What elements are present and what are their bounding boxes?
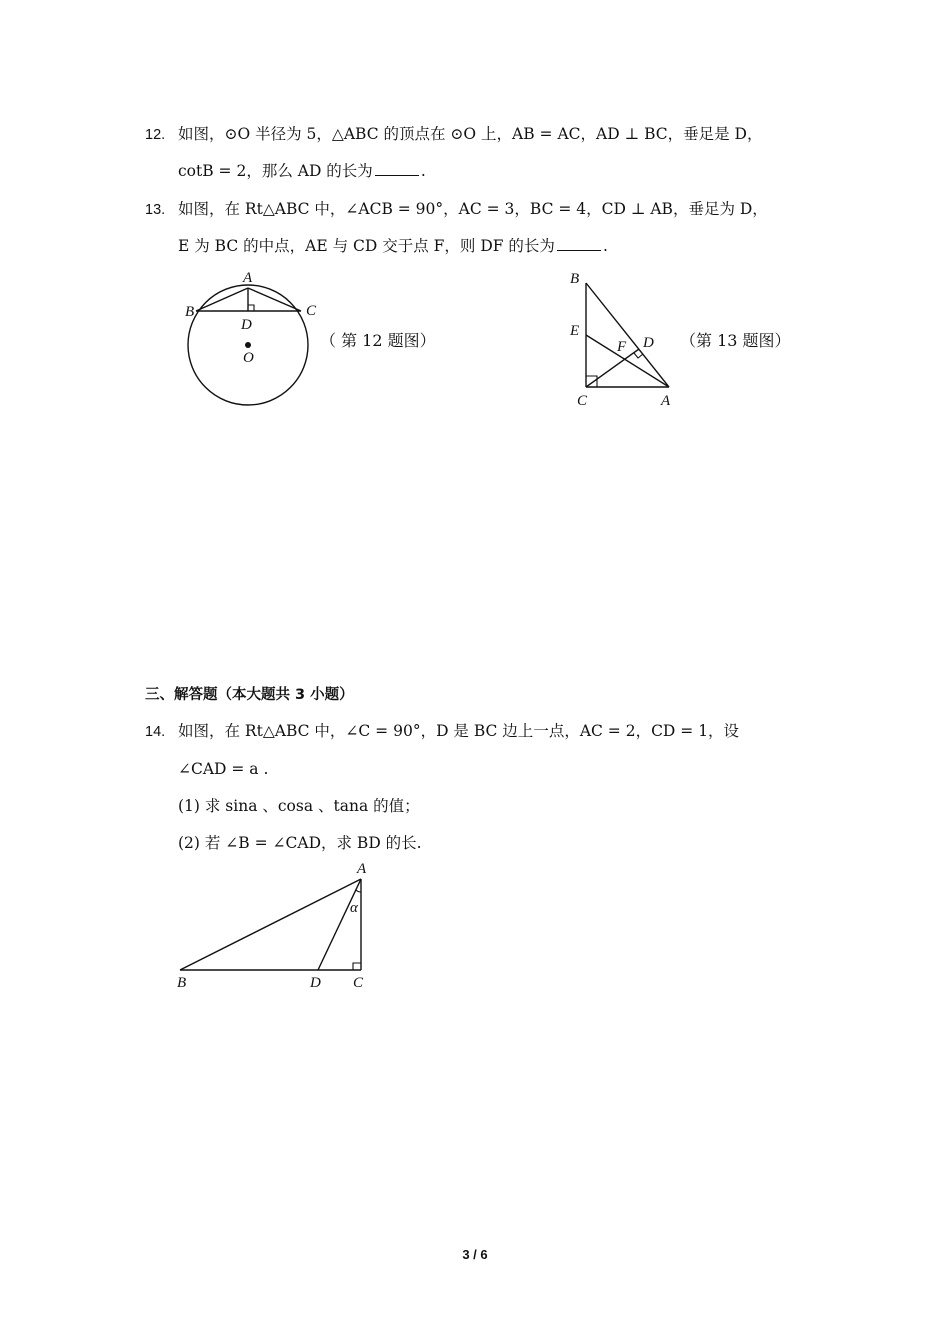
- question-13-line-1: 如图，在 Rt△ABC 中，∠ACB = 90°，AC = 3，BC = 4，CD ⊥ AB，垂足为 D，: [178, 200, 768, 218]
- question-13-line-2-text: E 为 BC 的中点，AE 与 CD 交于点 F，则 DF 的长为: [178, 237, 555, 255]
- label-b: B: [177, 975, 187, 991]
- label-c: C: [577, 393, 588, 409]
- label-c: C: [306, 303, 317, 319]
- segment-ad: [318, 879, 361, 970]
- figure-q13-caption: （第 13 题图）: [680, 331, 791, 350]
- question-12-line-2: [178, 161, 426, 181]
- segment-ab: [586, 283, 669, 387]
- right-angle-mark-c: [353, 963, 361, 970]
- label-o: O: [243, 350, 254, 366]
- label-f: F: [617, 339, 627, 355]
- center-point-o: [245, 342, 251, 348]
- label-alpha: α: [350, 900, 358, 916]
- figure-q12-caption: （ 第 12 题图）: [320, 331, 436, 350]
- question-12-number: 12.: [145, 127, 166, 143]
- answer-blank-12[interactable]: [375, 161, 419, 176]
- angle-arc-alpha: [356, 890, 361, 892]
- segment-cd: [586, 349, 639, 387]
- answer-blank-13[interactable]: [557, 236, 601, 251]
- question-14-part-2: (2) 若 ∠B = ∠CAD，求 BD 的长.: [178, 834, 422, 852]
- label-a: A: [661, 393, 671, 409]
- label-d: D: [310, 975, 321, 991]
- question-12-line-2-text: cotB = 2，那么 AD 的长为: [178, 162, 373, 180]
- question-13-line-2: [178, 236, 608, 256]
- question-13-line-2-end: .: [602, 237, 608, 255]
- right-angle-mark-d: [248, 305, 254, 311]
- question-12-line-2-end: .: [420, 162, 426, 180]
- question-12-line-1: 如图，⊙O 半径为 5，△ABC 的顶点在 ⊙O 上，AB = AC，AD ⊥ BC，垂足是 D，: [178, 125, 763, 143]
- question-14-part-1: (1) 求 sina 、cosa 、tana 的值；: [178, 797, 420, 815]
- label-a: A: [357, 861, 367, 877]
- figure-q12-circle: [180, 268, 330, 418]
- label-c: C: [353, 975, 364, 991]
- question-14-line-2: ∠CAD = a .: [178, 760, 269, 778]
- label-e: E: [570, 323, 580, 339]
- section-3-heading: 三、解答题（本大题共 3 小题）: [145, 687, 354, 703]
- segment-ae: [586, 335, 669, 387]
- label-a: A: [243, 270, 253, 286]
- figure-q14-triangle: [170, 860, 380, 990]
- question-13-number: 13.: [145, 202, 166, 218]
- page-number: 3 / 6: [462, 1247, 488, 1262]
- segment-ab: [180, 879, 361, 970]
- label-b: B: [185, 304, 195, 320]
- label-d: D: [643, 335, 654, 351]
- question-14-number: 14.: [145, 724, 166, 740]
- figure-q13-triangle: [565, 265, 685, 415]
- question-14-line-1: 如图，在 Rt△ABC 中，∠C = 90°，D 是 BC 边上一点，AC = 2，CD = 1，设: [178, 722, 740, 740]
- label-d: D: [241, 317, 252, 333]
- label-b: B: [570, 271, 580, 287]
